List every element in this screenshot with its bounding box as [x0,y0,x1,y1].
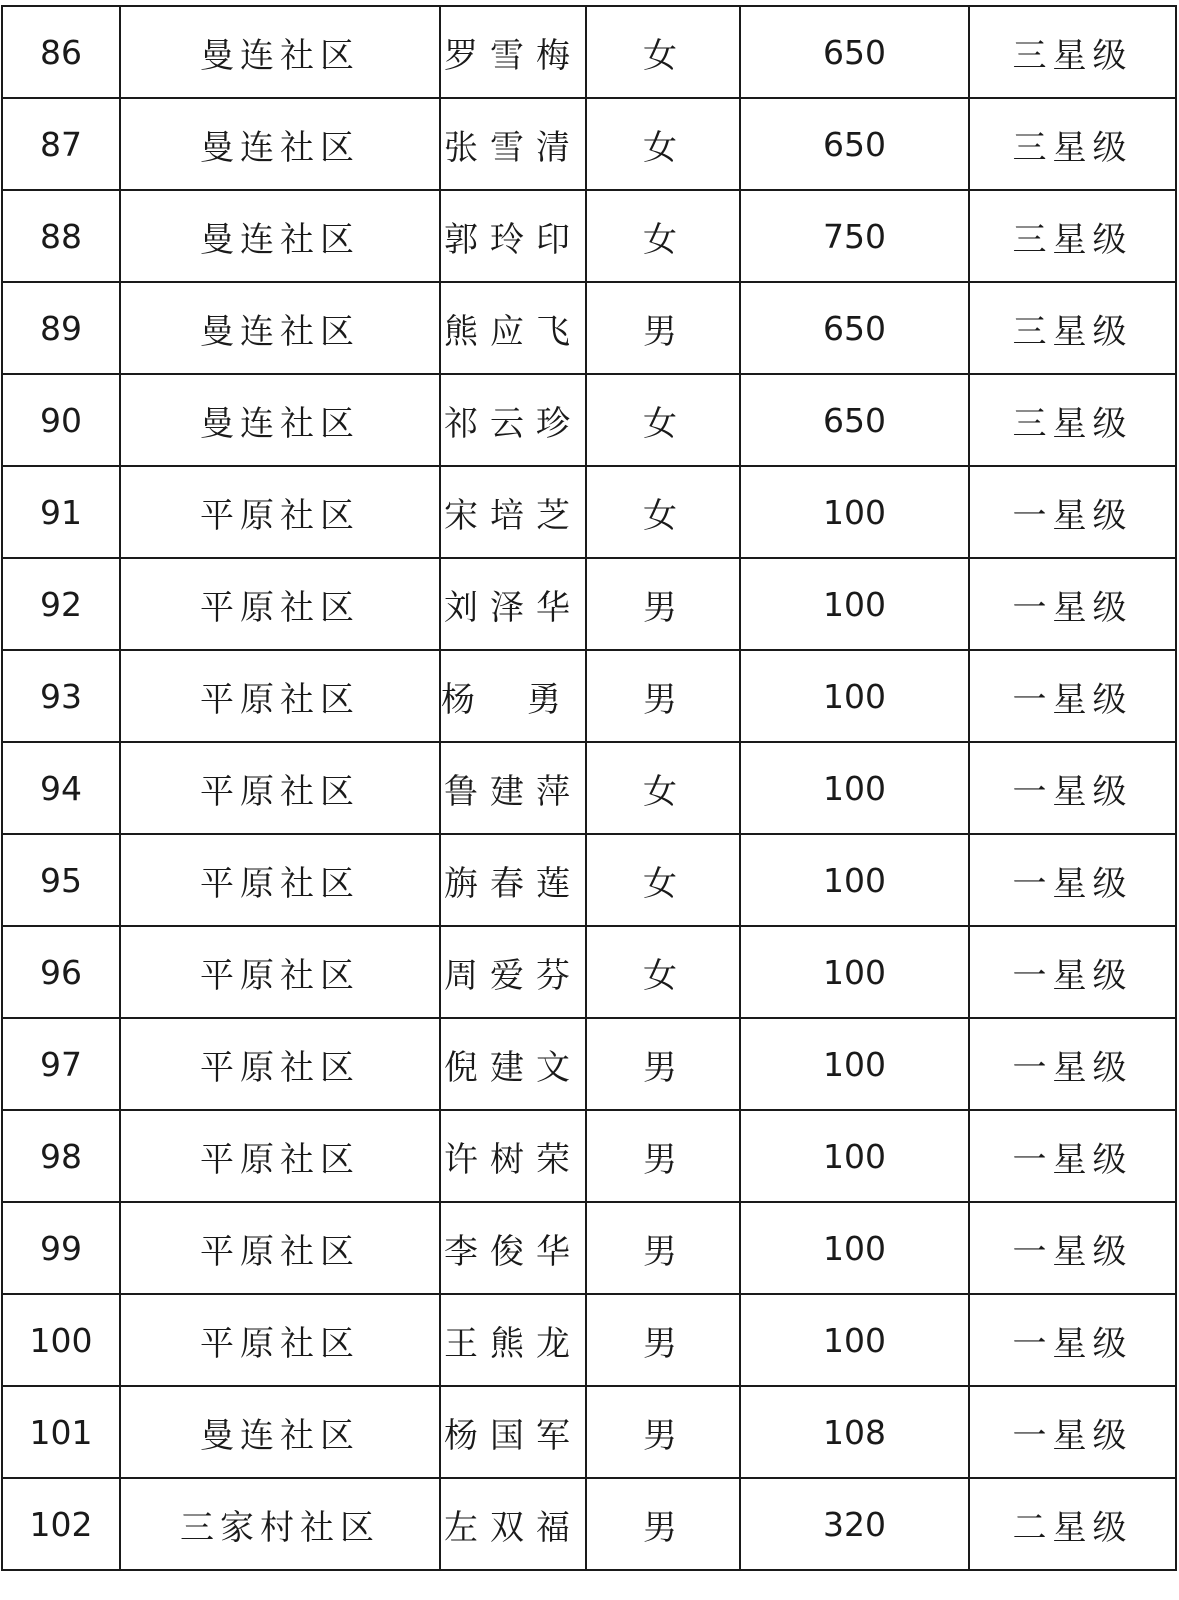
amount-cell: 100 [740,834,969,926]
community-cell: 平原社区 [120,1202,440,1294]
community-cell: 平原社区 [120,1110,440,1202]
name-cell: 倪建文 [440,1018,586,1110]
table-row [2,1294,1176,1386]
row-number-cell: 96 [2,926,120,1018]
community-cell: 三家村社区 [120,1478,440,1570]
level-cell: 三星级 [969,190,1176,282]
table-row [2,926,1176,1018]
name-cell: 鲁建萍 [440,742,586,834]
level-cell: 三星级 [969,98,1176,190]
name-cell: 周爱芬 [440,926,586,1018]
row-number-cell: 90 [2,374,120,466]
gender-cell: 女 [586,926,740,1018]
row-number-cell: 98 [2,1110,120,1202]
level-cell: 一星级 [969,1110,1176,1202]
gender-cell: 男 [586,1202,740,1294]
level-cell: 一星级 [969,466,1176,558]
level-cell: 一星级 [969,926,1176,1018]
name-cell: 刘泽华 [440,558,586,650]
level-cell: 二星级 [969,1478,1176,1570]
row-number-cell: 87 [2,98,120,190]
amount-cell: 100 [740,926,969,1018]
gender-cell: 女 [586,374,740,466]
row-number-cell: 91 [2,466,120,558]
amount-cell: 650 [740,374,969,466]
table-row [2,98,1176,190]
amount-cell: 650 [740,6,969,98]
row-number-cell: 100 [2,1294,120,1386]
row-number-cell: 97 [2,1018,120,1110]
gender-cell: 男 [586,1110,740,1202]
level-cell: 一星级 [969,834,1176,926]
community-cell: 曼连社区 [120,98,440,190]
gender-cell: 女 [586,742,740,834]
name-cell: 罗雪梅 [440,6,586,98]
level-cell: 一星级 [969,1386,1176,1478]
name-cell: 许树荣 [440,1110,586,1202]
table-row [2,834,1176,926]
level-cell: 三星级 [969,282,1176,374]
table-row [2,1018,1176,1110]
name-cell: 左双福 [440,1478,586,1570]
community-cell: 平原社区 [120,926,440,1018]
table-row [2,1386,1176,1478]
table-row [2,742,1176,834]
gender-cell: 女 [586,466,740,558]
level-cell: 一星级 [969,742,1176,834]
table-row [2,1202,1176,1294]
row-number-cell: 99 [2,1202,120,1294]
community-cell: 平原社区 [120,742,440,834]
table-row [2,374,1176,466]
amount-cell: 100 [740,466,969,558]
amount-cell: 100 [740,1018,969,1110]
amount-cell: 100 [740,1110,969,1202]
amount-cell: 320 [740,1478,969,1570]
community-cell: 平原社区 [120,650,440,742]
amount-cell: 100 [740,558,969,650]
community-cell: 平原社区 [120,834,440,926]
gender-cell: 男 [586,282,740,374]
level-cell: 一星级 [969,650,1176,742]
name-cell: 张雪清 [440,98,586,190]
community-cell: 曼连社区 [120,374,440,466]
name-cell: 李俊华 [440,1202,586,1294]
community-cell: 曼连社区 [120,6,440,98]
table-row [2,558,1176,650]
row-number-cell: 89 [2,282,120,374]
name-cell: 宋培芝 [440,466,586,558]
row-number-cell: 102 [2,1478,120,1570]
gender-cell: 女 [586,6,740,98]
community-cell: 曼连社区 [120,190,440,282]
community-cell: 平原社区 [120,1018,440,1110]
row-number-cell: 93 [2,650,120,742]
name-cell: 旃春莲 [440,834,586,926]
level-cell: 一星级 [969,558,1176,650]
name-cell: 熊应飞 [440,282,586,374]
table-row [2,1478,1176,1570]
community-cell: 平原社区 [120,558,440,650]
gender-cell: 男 [586,1018,740,1110]
gender-cell: 女 [586,190,740,282]
table-row [2,190,1176,282]
gender-cell: 男 [586,1478,740,1570]
amount-cell: 100 [740,742,969,834]
level-cell: 一星级 [969,1294,1176,1386]
level-cell: 一星级 [969,1018,1176,1110]
gender-cell: 男 [586,558,740,650]
row-number-cell: 86 [2,6,120,98]
table-row [2,650,1176,742]
amount-cell: 108 [740,1386,969,1478]
name-cell: 王熊龙 [440,1294,586,1386]
community-cell: 平原社区 [120,466,440,558]
gender-cell: 男 [586,650,740,742]
name-cell: 杨国军 [440,1386,586,1478]
row-number-cell: 88 [2,190,120,282]
table-row [2,282,1176,374]
amount-cell: 750 [740,190,969,282]
amount-cell: 100 [740,1202,969,1294]
amount-cell: 100 [740,1294,969,1386]
level-cell: 一星级 [969,1202,1176,1294]
community-cell: 曼连社区 [120,1386,440,1478]
row-number-cell: 94 [2,742,120,834]
row-number-cell: 101 [2,1386,120,1478]
table-row [2,1110,1176,1202]
amount-cell: 650 [740,282,969,374]
amount-cell: 650 [740,98,969,190]
community-cell: 平原社区 [120,1294,440,1386]
gender-cell: 男 [586,1386,740,1478]
gender-cell: 女 [586,834,740,926]
table-body [2,6,1176,1570]
data-table [1,5,1177,1571]
row-number-cell: 92 [2,558,120,650]
amount-cell: 100 [740,650,969,742]
table-row [2,6,1176,98]
table-row [2,466,1176,558]
name-cell: 郭玲印 [440,190,586,282]
name-cell: 杨勇 [440,650,586,742]
row-number-cell: 95 [2,834,120,926]
level-cell: 三星级 [969,374,1176,466]
name-cell: 祁云珍 [440,374,586,466]
level-cell: 三星级 [969,6,1176,98]
community-cell: 曼连社区 [120,282,440,374]
gender-cell: 男 [586,1294,740,1386]
gender-cell: 女 [586,98,740,190]
